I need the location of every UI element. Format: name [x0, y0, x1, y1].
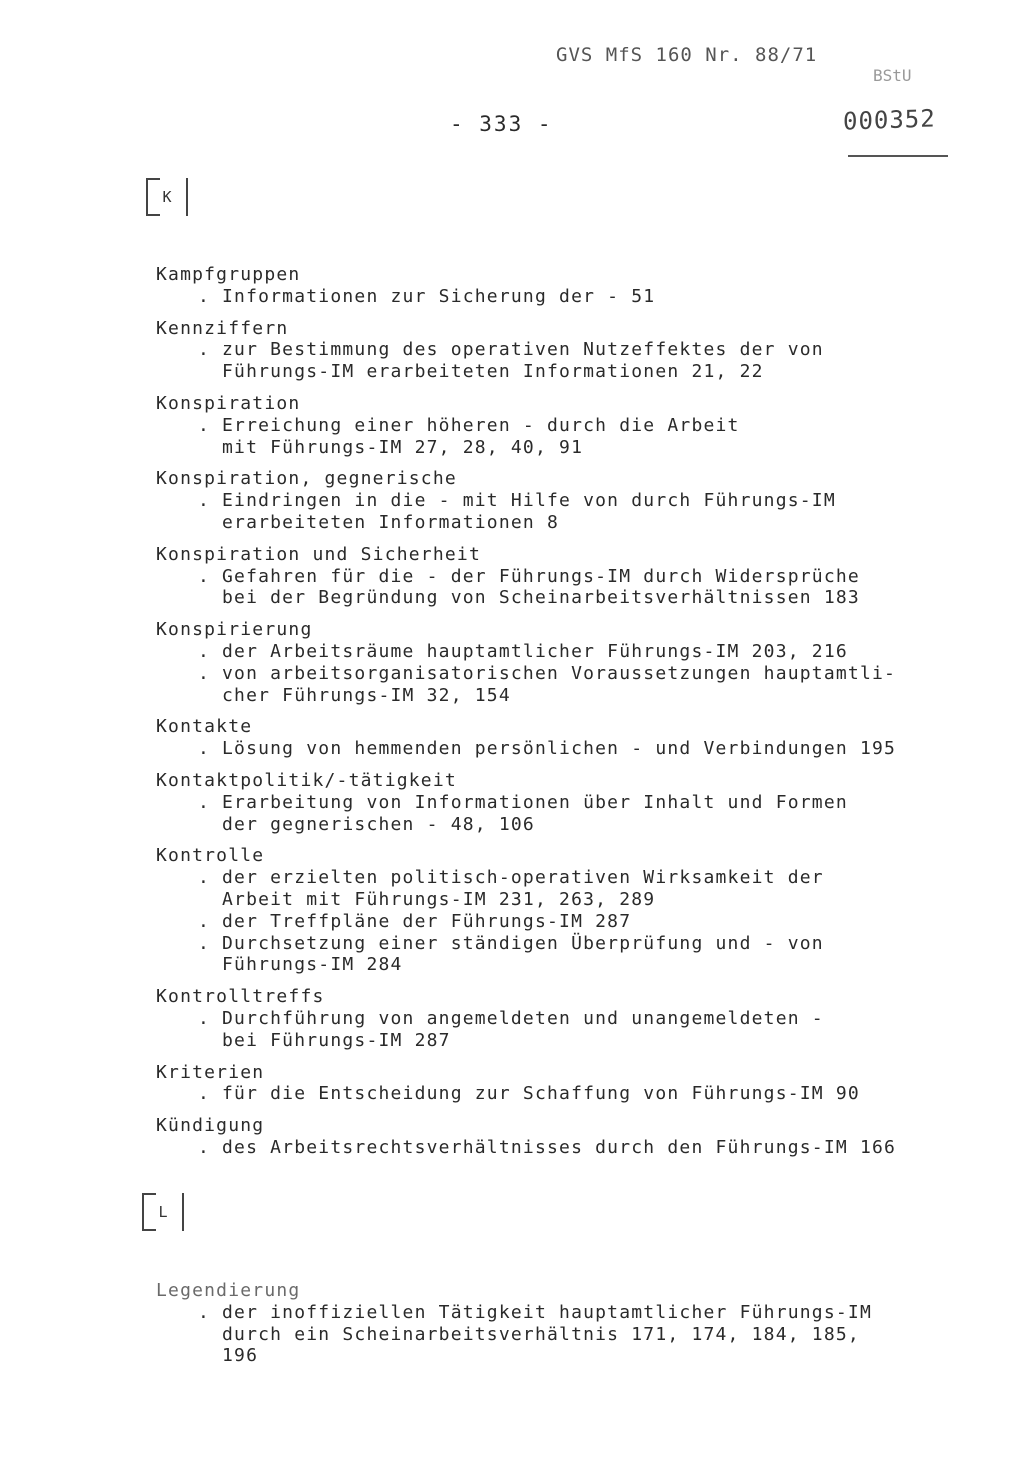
index-term: Kontrolle	[156, 845, 265, 867]
index-term: Konspiration	[156, 393, 301, 414]
bullet-point: .	[198, 1137, 209, 1158]
subentry-continuation: Führungs-IM 284	[222, 954, 403, 976]
index-term: Kontaktpolitik/-tätigkeit	[156, 770, 457, 791]
bullet-point: .	[198, 662, 209, 684]
bullet-point: .	[198, 1301, 209, 1323]
bullet-point: .	[198, 791, 209, 813]
classification-header: GVS MfS 160 Nr. 88/71	[556, 44, 818, 66]
bullet-point: .	[198, 867, 209, 889]
page-number: - 333 -	[450, 112, 553, 136]
bullet-point: .	[198, 1008, 209, 1029]
bullet-point: .	[198, 490, 209, 512]
index-term: Legendierung	[156, 1280, 301, 1301]
subentry-continuation: mit Führungs-IM 27, 28, 40, 91	[222, 436, 584, 458]
subentry-continuation: der gegnerischen - 48, 106	[222, 813, 535, 835]
subentry-continuation: durch ein Scheinarbeitsverhältnis 171, 174, 184, 185,	[222, 1323, 860, 1345]
bullet-point: .	[198, 339, 209, 361]
index-term: Kontakte	[156, 716, 253, 738]
subentry-continuation: 196	[222, 1345, 259, 1367]
subentry-text: Erreichung einer höheren - durch die Arbeit	[222, 414, 740, 436]
subentry-text: Durchsetzung einer ständigen Überprüfung und - von	[222, 932, 824, 954]
index-term: Kriterien	[156, 1061, 265, 1083]
subentry-text: der erzielten politisch-operativen Wirksamkeit der	[222, 867, 824, 889]
index-term: Kündigung	[156, 1115, 265, 1137]
bullet-point: .	[198, 414, 209, 436]
subentry-continuation: Arbeit mit Führungs-IM 231, 263, 289	[222, 889, 656, 910]
subentry-text: Informationen zur Sicherung der - 51	[222, 285, 656, 307]
bullet-point: .	[198, 565, 209, 587]
subentry-text: Gefahren für die - der Führungs-IM durch Widersprüche	[222, 565, 860, 587]
stamp-underline	[848, 155, 948, 157]
subentry-text: Lösung von hemmenden persönlichen - und Verbindungen 195	[222, 738, 897, 760]
bullet-point: .	[198, 910, 209, 932]
index-term: Konspiration und Sicherheit	[156, 543, 481, 565]
index-term: Konspirierung	[156, 619, 313, 641]
subentry-text: der Treffpläne der Führungs-IM 287	[222, 910, 632, 932]
stamp-mark: BStU	[873, 66, 912, 85]
subentry-continuation: cher Führungs-IM 32, 154	[222, 684, 511, 706]
section-letter-l: L	[142, 1193, 184, 1231]
subentry-text: der inoffiziellen Tätigkeit hauptamtlicher Führungs-IM	[222, 1301, 872, 1323]
subentry-continuation: bei der Begründung von Scheinarbeitsverhältnissen 183	[222, 587, 860, 609]
archive-number: 000352	[843, 104, 936, 136]
bullet-point: .	[198, 932, 209, 954]
index-term: Konspiration, gegnerische	[156, 468, 457, 490]
bullet-point: .	[198, 738, 209, 760]
bullet-point: .	[198, 1083, 209, 1105]
subentry-continuation: erarbeiteten Informationen 8	[222, 512, 560, 533]
subentry-text: der Arbeitsräume hauptamtlicher Führungs-IM 203, 216	[222, 641, 848, 662]
index-term: Kontrolltreffs	[156, 986, 325, 1008]
subentry-text: des Arbeitsrechtsverhältnisses durch den Führungs-IM 166	[222, 1137, 897, 1158]
index-term: Kennziffern	[156, 317, 289, 339]
subentry-text: Erarbeitung von Informationen über Inhalt und Formen	[222, 791, 848, 813]
subentry-text: Eindringen in die - mit Hilfe von durch Führungs-IM	[222, 490, 836, 512]
section-letter-k: K	[146, 178, 188, 216]
subentry-text: für die Entscheidung zur Schaffung von Führungs-IM 90	[222, 1083, 860, 1105]
bullet-point: .	[198, 641, 209, 662]
subentry-continuation: Führungs-IM erarbeiteten Informationen 21, 22	[222, 361, 764, 383]
subentry-continuation: bei Führungs-IM 287	[222, 1029, 451, 1051]
subentry-text: von arbeitsorganisatorischen Voraussetzungen hauptamtli-	[222, 662, 897, 684]
subentry-text: zur Bestimmung des operativen Nutzeffektes der von	[222, 339, 824, 361]
bullet-point: .	[198, 285, 209, 307]
subentry-text: Durchführung von angemeldeten und unangemeldeten -	[222, 1008, 824, 1029]
index-term: Kampfgruppen	[156, 264, 301, 285]
